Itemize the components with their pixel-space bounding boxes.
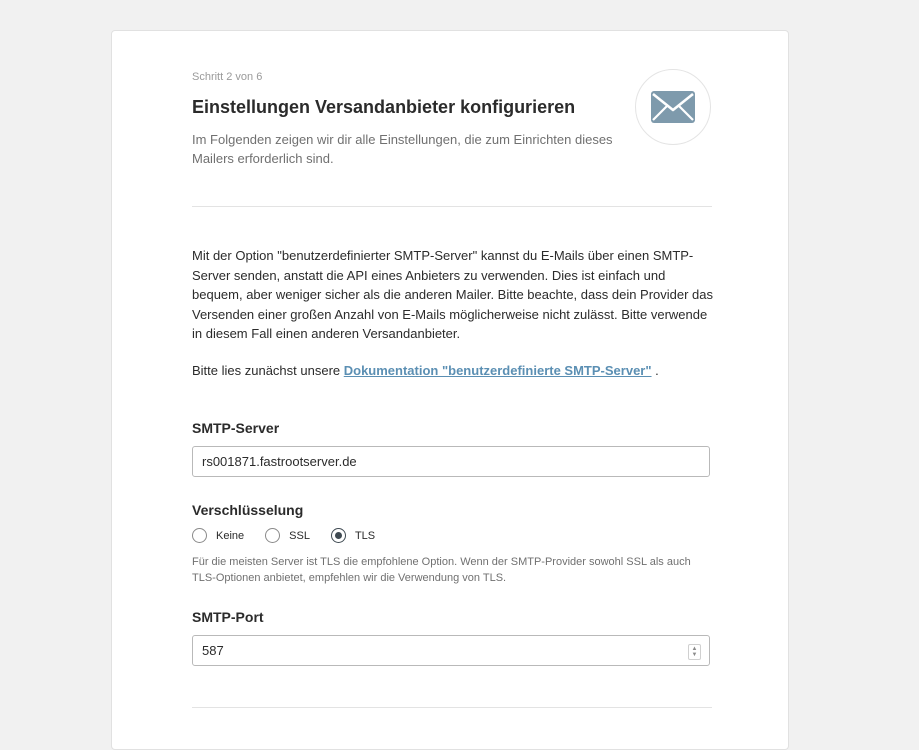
footer-divider [192, 707, 712, 708]
radio-label-ssl: SSL [289, 529, 310, 542]
radio-ssl[interactable] [265, 528, 280, 543]
smtp-server-input[interactable] [192, 446, 710, 477]
spinner-down-icon[interactable]: ▼ [691, 652, 698, 658]
step-indicator: Schritt 2 von 6 [192, 71, 263, 83]
radio-tls[interactable] [331, 528, 346, 543]
number-spinner[interactable] [688, 644, 701, 660]
spinner-up-icon[interactable]: ▲ [691, 646, 698, 652]
encryption-help: Für die meisten Server ist TLS die empfohlene Option. Wenn der SMTP-Provider sowohl SSL als auch TLS-Optionen anbietet, empfehlen wir die Verwendung von TLS. [192, 556, 691, 584]
smtp-port-label: SMTP-Port [192, 609, 264, 625]
smtp-port-input[interactable] [192, 635, 710, 666]
smtp-port-value: 587 [202, 643, 224, 658]
encryption-option-none[interactable] [192, 528, 244, 543]
smtp-server-label: SMTP-Server [192, 420, 280, 436]
mailer-logo [635, 69, 711, 145]
encryption-option-tls[interactable] [331, 528, 375, 543]
radio-none[interactable] [192, 528, 207, 543]
encryption-label: Verschlüsselung [192, 502, 304, 518]
doc-prefix: Bitte lies zunächst unsere [192, 363, 344, 378]
radio-label-none: Keine [216, 529, 245, 542]
doc-suffix: . [651, 363, 659, 378]
page-title: Einstellungen Versandanbieter konfigurieren [192, 97, 576, 117]
intro-text: Mit der Option "benutzerdefinierter SMTP-Server" kannst du E-Mails über einen SMTP-Server senden, anstatt die API eines Anbieters zu verwenden. Dies ist einfach und bequem, aber weniger sicher als die anderen Mailer. Bitte beachte, dass dein Provider das Versenden einer großen Anzahl von E-Mails möglicherweise nicht zulässt. Bitte verwende in diesem Fall einen anderen Versandanbieter. [192, 248, 714, 341]
encryption-options [192, 528, 396, 543]
documentation-hint [192, 361, 714, 380]
envelope-icon [650, 90, 696, 124]
encryption-option-ssl[interactable] [265, 528, 310, 543]
radio-label-tls: TLS [354, 529, 376, 542]
documentation-link[interactable]: Dokumentation "benutzerdefinierte SMTP-Server" [343, 363, 652, 378]
setup-wizard-card [111, 30, 789, 750]
page-subtitle: Im Folgenden zeigen wir dir alle Einstellungen, die zum Einrichten dieses Mailers erforderlich sind. [192, 132, 613, 166]
header-divider [192, 206, 712, 207]
smtp-server-value: rs001871.fastrootserver.de [202, 454, 357, 469]
